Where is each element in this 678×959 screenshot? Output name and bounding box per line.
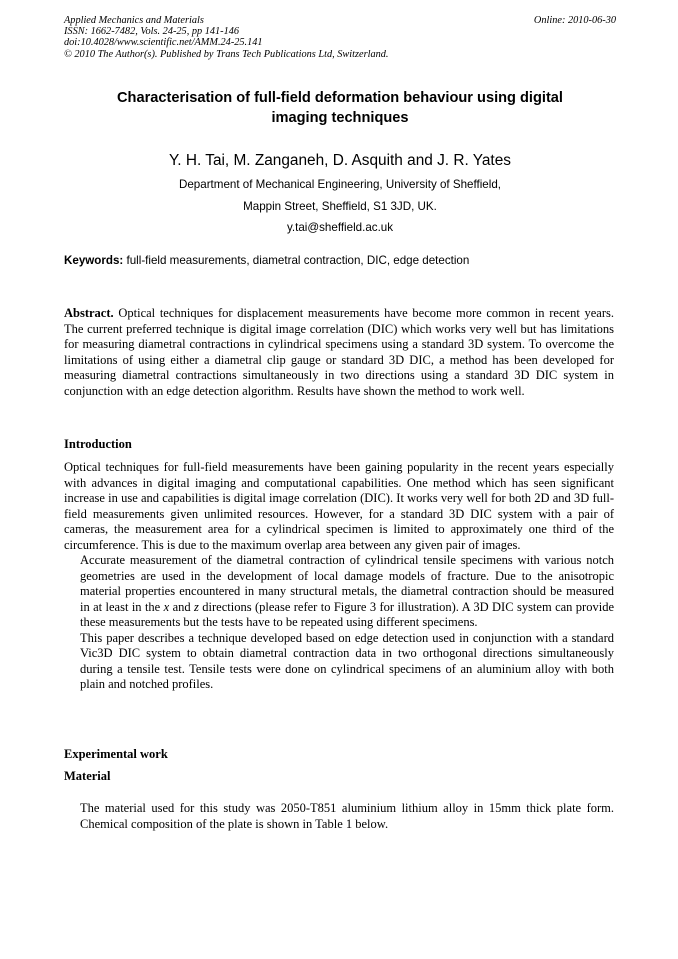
abstract-text: Optical techniques for displacement measurements have become more common in recent years. The current preferred technique is digital image correlation (DIC) which works very well but has limitations for measuring diametral contractions in cylindrical specimens using a standard 3D system. To overcome the limitations of using either a diametral clip gauge or standard 3D DIC, a method has been developed for measuring diametral contractions simultaneously in two directions using a standard 3D DIC system in conjunction with an edge detection algorithm. Results have shown the method to work well. xyxy=(64,306,614,398)
keywords-text: full-field measurements, diametral contraction, DIC, edge detection xyxy=(123,254,470,267)
paper-title xyxy=(64,89,616,128)
copyright-line: © 2010 The Author(s). Published by Trans Tech Publications Ltd, Switzerland. xyxy=(64,48,389,60)
journal-name: Applied Mechanics and Materials xyxy=(64,15,204,26)
doi-line: doi:10.4028/www.scientific.net/AMM.24-25.141 xyxy=(64,37,263,49)
introduction-body xyxy=(64,460,614,693)
title-line-1: Characterisation of full-field deformation behaviour using digital xyxy=(117,90,563,106)
keywords-label: Keywords: xyxy=(64,254,124,267)
introduction-paragraph-1: Optical techniques for full-field measurements have been gaining popularity in the recent years especially with advances in digital imaging and computational capabilities. One method which has seen significant increase in use and capabilities is digital image correlation (DIC). It works very well for both 2D and 3D full-field measurements given unlimited resources. However, for a standard 3D DIC system with a pair of cameras, the measurement area for a cylindrical specimen is limited to approximately one third of the circumference. This is due to the maximum overlap area between any given pair of images. xyxy=(64,460,614,552)
keywords xyxy=(64,254,624,268)
online-date: Online: 2010-06-30 xyxy=(533,15,616,26)
issn-line: ISSN: 1662-7482, Vols. 24-25, pp 141-146 xyxy=(64,26,240,38)
experimental-heading: Experimental work xyxy=(64,747,168,761)
introduction-heading: Introduction xyxy=(64,437,132,451)
affiliation-line-2: Mappin Street, Sheffield, S1 3JD, UK. xyxy=(243,200,437,213)
material-paragraph-1: The material used for this study was 2050-T851 aluminium lithium alloy in 15mm thick plate form. Chemical composition of the plate is shown in Table 1 below. xyxy=(80,801,614,831)
abstract-label: Abstract. xyxy=(64,306,114,320)
introduction-paragraph-2: Accurate measurement of the diametral contraction of cylindrical tensile specimens with various notch geometries are used in the development of local damage models of fracture. Due to the anisotropic material properties encountered in many structural metals, the diametral contraction should be measured in at least in the x and z directions (please refer to Figure 3 for illustration). A 3D DIC system can provide these measurements but the tests have to be repeated using different specimens. xyxy=(80,553,614,629)
author-email: y.tai@sheffield.ac.uk xyxy=(286,221,394,234)
material-subheading: Material xyxy=(64,769,111,783)
introduction-paragraph-3: This paper describes a technique developed based on edge detection used in conjunction with a standard Vic3D DIC system to obtain diametral contraction data in two orthogonal directions simultaneously during a tensile test. Tensile tests were done on cylindrical specimens of an aluminium alloy with both plain and notched profiles. xyxy=(80,630,614,691)
title-line-2: imaging techniques xyxy=(271,109,409,126)
page-header xyxy=(64,15,616,60)
abstract xyxy=(64,306,614,399)
authors: Y. H. Tai, M. Zanganeh, D. Asquith and J. R. Yates xyxy=(169,152,511,169)
material-body xyxy=(64,801,614,832)
affiliation-line-1: Department of Mechanical Engineering, University of Sheffield, xyxy=(178,178,501,191)
